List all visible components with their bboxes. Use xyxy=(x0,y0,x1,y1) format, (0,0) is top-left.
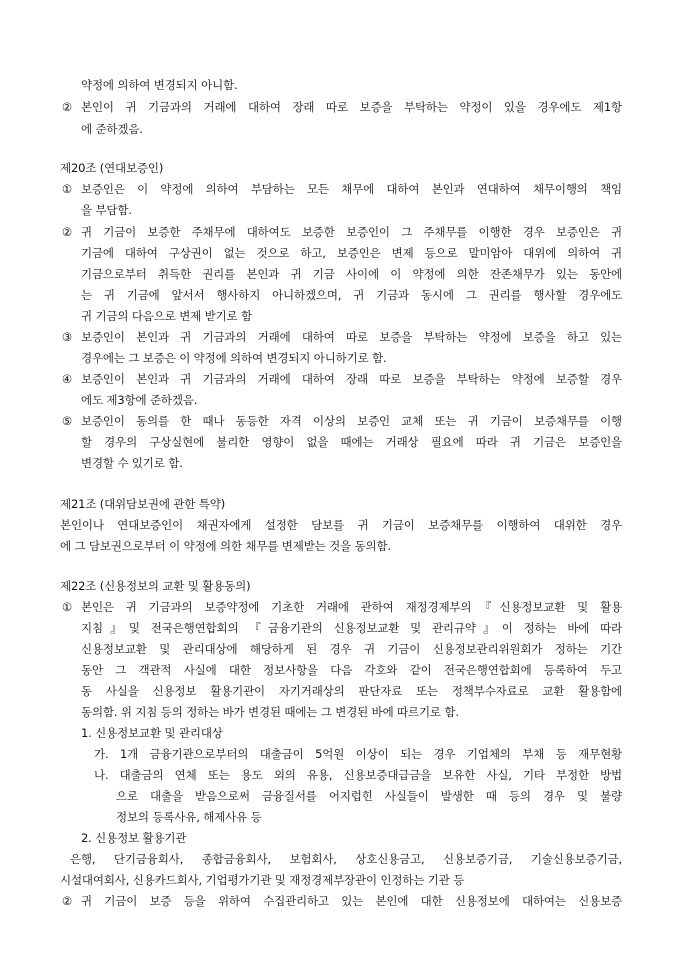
circled-number-2: ② xyxy=(61,225,73,239)
circled-number-5: ⑤ xyxy=(61,414,73,428)
text-line: 본인이나 연대보증인이 채권자에게 설정한 담보를 귀 기금이 보증채무를 이행하여 대위한 경우 xyxy=(60,518,622,532)
text-line: 은행, 단기금융회사, 종합금융회사, 보험회사, 상호신용금고, 신용보증기금, 기술신용보증기금, xyxy=(70,852,622,866)
text-line: 할 경우의 구상실현에 불리한 영향이 없을 때에는 거래상 필요에 따라 귀 기금은 보증인을 xyxy=(81,435,622,449)
text-line: 정보의 등록사유, 해제사유 등 xyxy=(116,810,262,824)
text-line: 으로 대출을 받음으로써 금융질서를 어지럽힌 사실들이 발생한 때 등의 경우 및 불량 xyxy=(116,789,622,803)
circled-number-1: ① xyxy=(61,600,73,614)
text-line: 에도 제3항에 준하겠음. xyxy=(81,393,198,407)
text-line: 시설대여회사, 신용카드회사, 기업평가기관 및 재정경제부장관이 인정하는 기관 등 xyxy=(60,873,465,887)
circled-number-1: ① xyxy=(61,182,73,196)
article-22-heading: 제22조 (신용정보의 교환 및 활용동의) xyxy=(60,579,251,593)
text-line: 본인이 귀 기금과의 거래에 대하여 장래 따로 보증을 부탁하는 약정이 있을 경우에도 제1항 xyxy=(81,100,622,114)
circled-number-2: ② xyxy=(61,100,73,114)
text-line: 동 사실을 신용정보 활용기관이 자기거래상의 판단자료 또는 정책부수자료로 교환 활용함에 xyxy=(81,684,622,698)
text-line: 경우에는 그 보증은 이 약정에 의하여 변경되지 아니하기로 함. xyxy=(81,351,387,365)
text-line: 보증인이 본인과 귀 기금과의 거래에 대하여 따로 보증을 부탁하는 약정에 보증을 하고 있는 xyxy=(81,330,622,344)
circled-number-2: ② xyxy=(61,894,73,908)
subsection-1-heading: 1. 신용정보교환 및 관리대상 xyxy=(81,726,223,740)
text-line: 보증인은 이 약정에 의하여 부담하는 모든 채무에 대하여 본인과 연대하여 채무이행의 책임 xyxy=(81,182,622,196)
text-line: 기금에 대하여 구상권이 없는 것으로 하고, 보증인은 변제 등으로 말미암아 대위에 의하여 귀 xyxy=(81,246,622,260)
article-20-heading: 제20조 (연대보증인) xyxy=(60,161,164,175)
text-line: 귀 기금의 다음으로 변제 받기로 함 xyxy=(81,309,252,323)
text-line: 에 준하겠음. xyxy=(81,122,143,136)
text-line: 나. 대출금의 연체 또는 용도 외의 유용, 신용보증대급금을 보유한 사실, 기타 부정한 방법 xyxy=(94,768,622,782)
subsection-2-heading: 2. 신용정보 활용기관 xyxy=(81,831,187,845)
text-line: 귀 기금이 보증 등을 위하여 수집관리하고 있는 본인에 대한 신용정보에 대하여는 신용보증 xyxy=(81,894,622,908)
text-line: 보증인이 동의를 한 때나 동등한 자격 이상의 보증인 교체 또는 귀 기금이 보증채무를 이행 xyxy=(81,414,622,428)
text-line: 귀 기금이 보증한 주채무에 대하여도 보증한 보증인이 그 주채무를 이행한 경우 보증인은 귀 xyxy=(81,225,622,239)
text-line: 기금으로부터 취득한 권리를 본인과 귀 기금 사이에 이 약정에 의한 잔존채무가 있는 동안에 xyxy=(81,267,622,281)
text-line: 는 귀 기금에 앞서서 행사하지 아니하겠으며, 귀 기금과 동시에 그 권리를 행사할 경우에도 xyxy=(81,288,622,302)
text-line: 동의함. 위 지침 등의 정하는 바가 변경된 때에는 그 변경된 바에 따르기로 함. xyxy=(81,705,459,719)
text-line: 변경할 수 있기로 함. xyxy=(81,456,183,470)
text-line: 신용정보교환 및 관리대상에 해당하게 된 경우 귀 기금이 신용정보관리위원회가 정하는 기간 xyxy=(81,642,622,656)
text-line: 지침』및 전국은행연합회의 『금융기관의 신용정보교환 및 관리규약』이 정하는 바에 따라 xyxy=(81,621,622,635)
article-21-heading: 제21조 (대위담보권에 관한 특약) xyxy=(60,497,226,511)
text-line: 동안 그 객관적 사실에 대한 정보사항을 다음 각호와 같이 전국은행연합회에 등록하여 두고 xyxy=(81,663,622,677)
circled-number-4: ④ xyxy=(61,372,73,386)
text-line: 약정에 의하여 변경되지 아니함. xyxy=(81,78,238,92)
text-line: 에 그 담보권으로부터 이 약정에 의한 채무를 변제받는 것을 동의함. xyxy=(60,539,391,553)
text-line: 을 부담함. xyxy=(81,203,132,217)
text-line: 본인은 귀 기금과의 보증약정에 기초한 거래에 관하여 재정경제부의『신용정보교환 및 활용 xyxy=(81,600,622,614)
text-line: 보증인이 본인과 귀 기금과의 거래에 대하여 장래 따로 보증을 부탁하는 약정에 보증할 경우 xyxy=(81,372,622,386)
text-line: 가. 1개 금융기관으로부터의 대출금이 5억원 이상이 되는 경우 기업체의 부채 등 재무현황 xyxy=(94,747,622,761)
circled-number-3: ③ xyxy=(61,330,73,344)
